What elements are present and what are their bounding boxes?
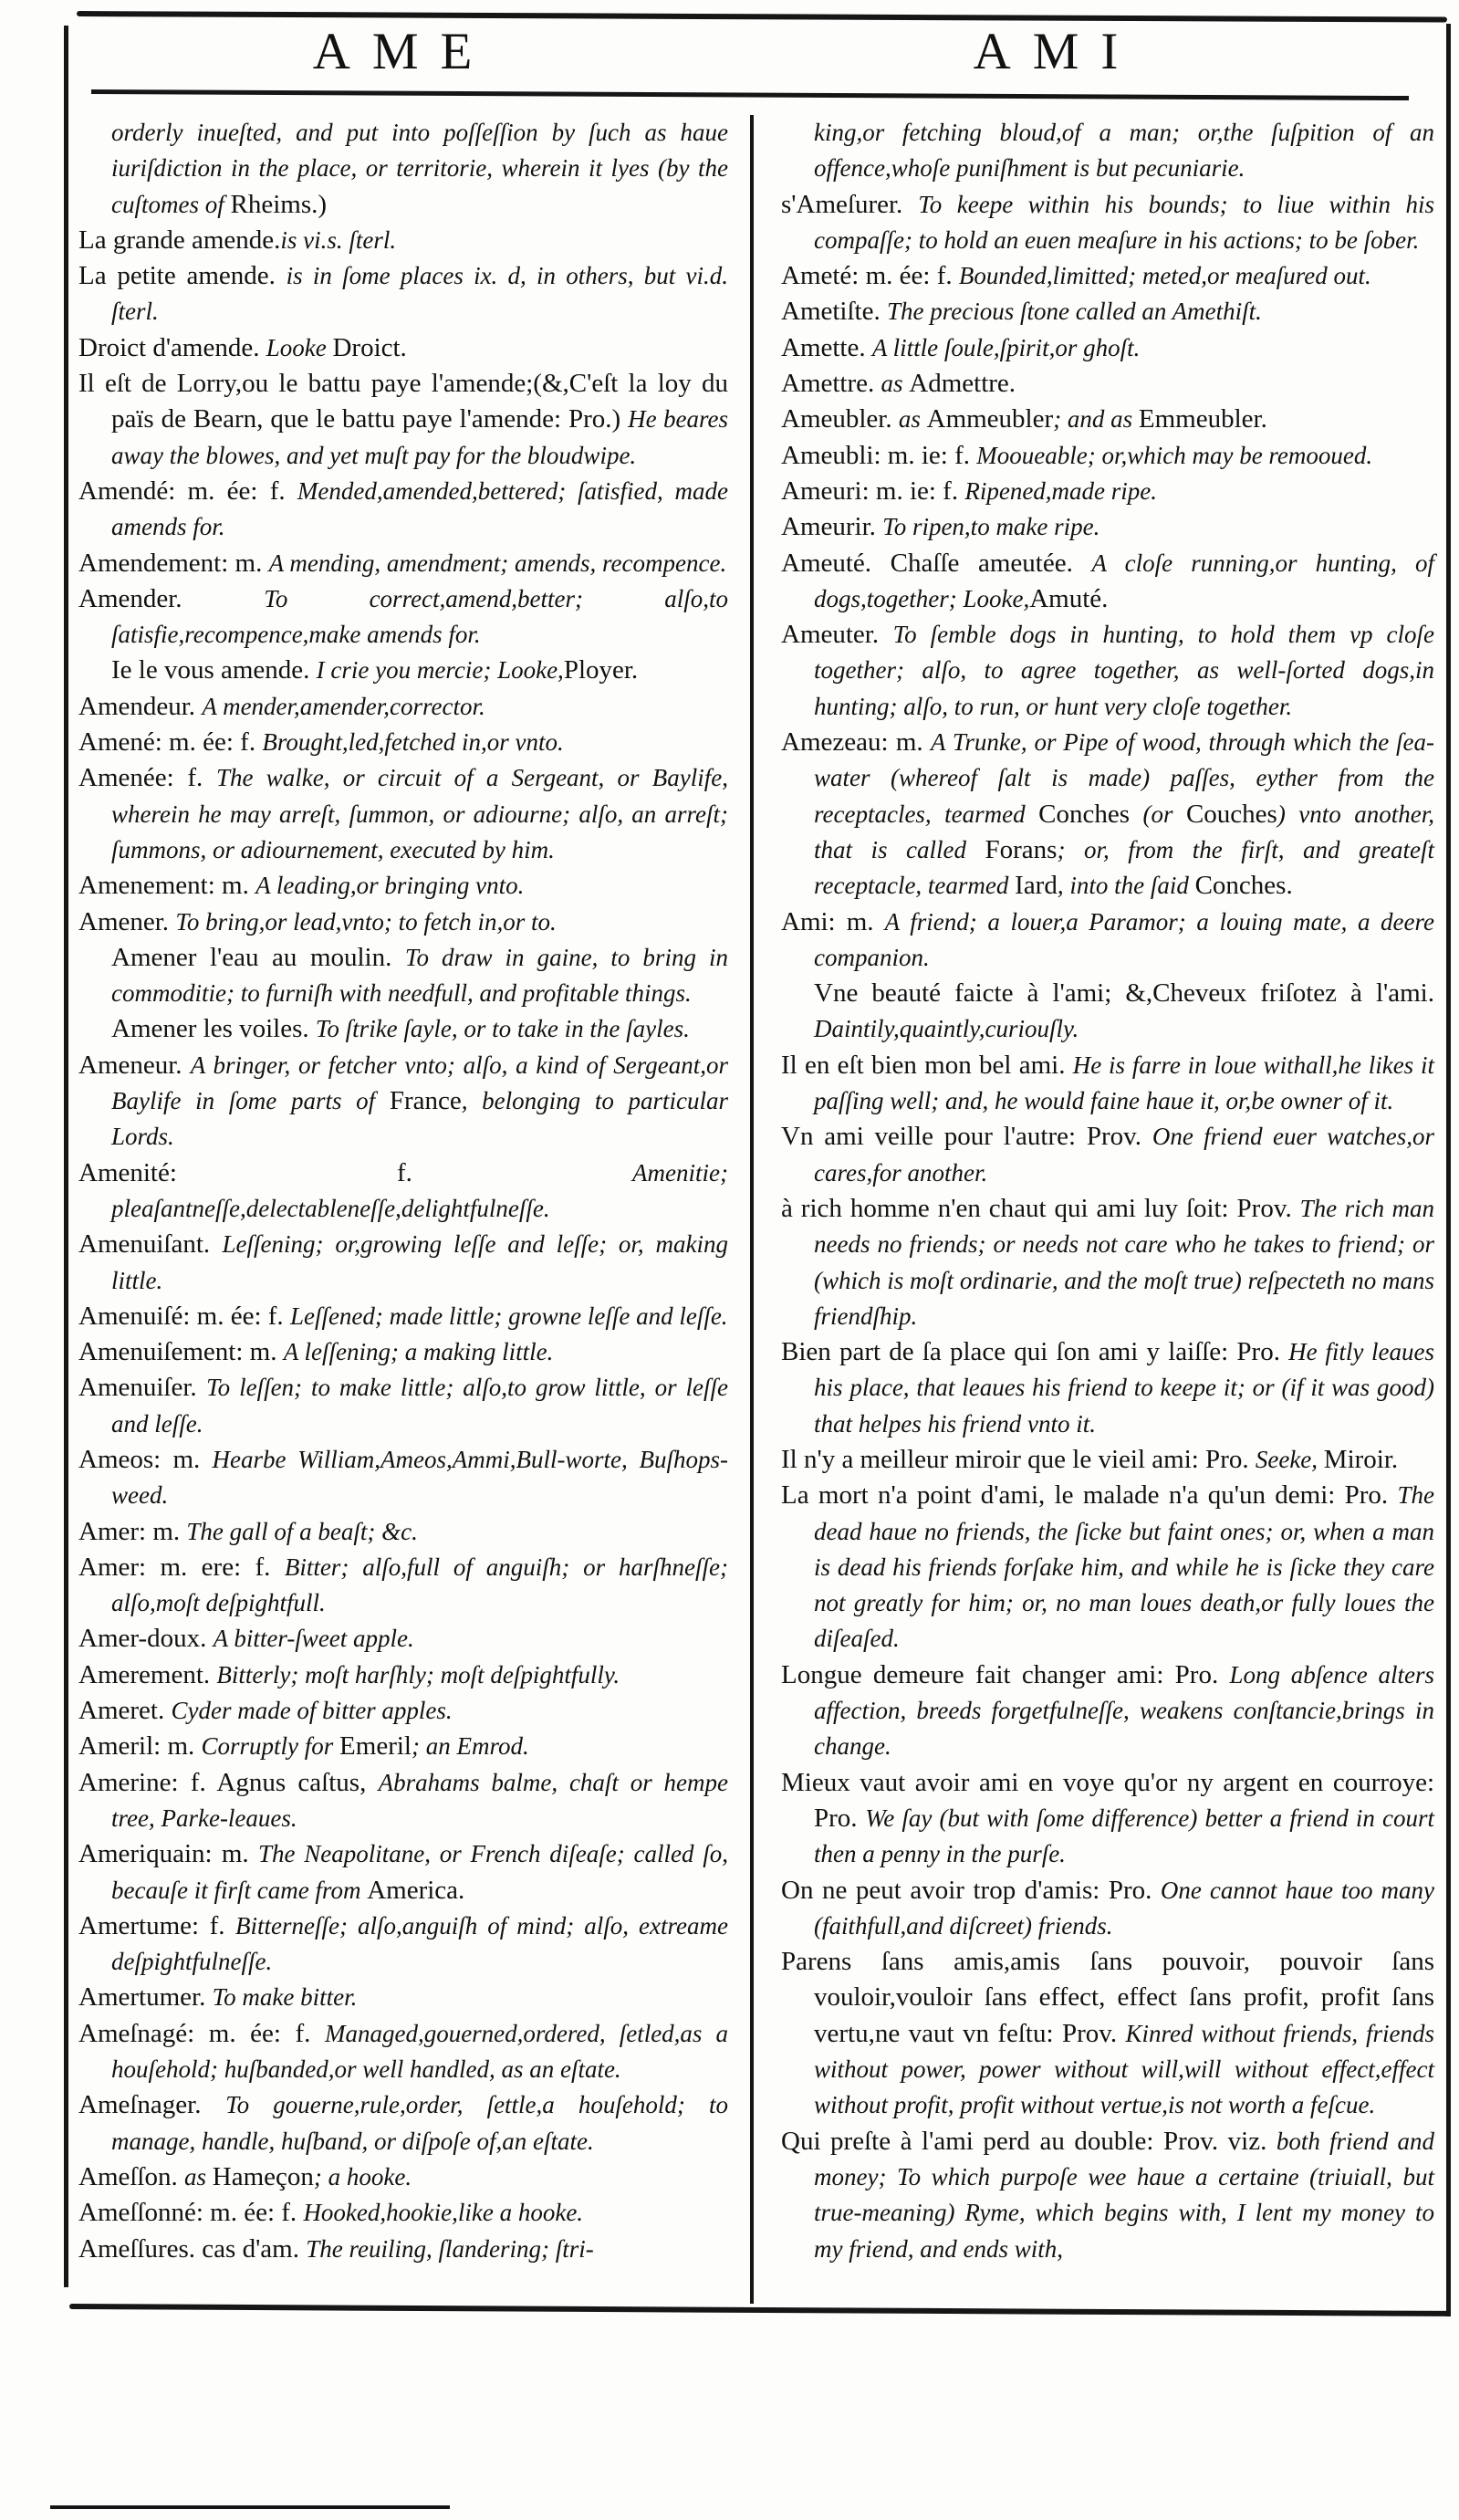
dictionary-entry: Amender. To correct,amend,better; alſo,to ſatisfie,recompence,make amends for. — [78, 583, 728, 649]
dictionary-entry: Ameneur. A bringer, or fetcher vnto; alſo, a kind of Sergeant,or Baylife in ſome parts of France, belonging to particular Lords. — [78, 1050, 728, 1151]
dictionary-entry: Amenité: f. Amenitie; pleaſantneſſe,delectableneſſe,delightfulneſſe. — [78, 1157, 728, 1222]
dictionary-entry: Parens ſans amis,amis ſans pouvoir, pouvoir ſans vouloir,vouloir ſans effect, effect ſans profit, profit ſans vertu,ne vaut vn feſtu: Prov. Kinred without friends, friends without power, power without will,will without effect,effect without profit, profit without vertue,is not worth a feſcue. — [781, 1947, 1434, 2119]
dictionary-entry: Ie le vous amende. I crie you mercie; Looke,Ployer. — [111, 655, 639, 685]
dictionary-entry: Amer: m. The gall of a beaſt; &c. — [78, 1516, 418, 1546]
column-divider-rule — [750, 115, 754, 2304]
dictionary-entry: Amener les voiles. To ſtrike ſayle, or to take in the ſayles. — [111, 1014, 690, 1044]
dictionary-entry: Mieux vaut avoir ami en voye qu'or ny argent en courroye: Pro. We ſay (but with ſome difference) better a friend in court then a penny in the purſe. — [781, 1767, 1434, 1868]
dictionary-entry: Ameubli: m. ie: f. Mooueable; or,which may be remooued. — [781, 440, 1373, 470]
dictionary-entry: Amener. To bring,or lead,vnto; to fetch in,or to. — [78, 906, 557, 936]
top-border-rule — [77, 11, 1447, 23]
dictionary-entry: Ameuté. Chaſſe ameutée. A cloſe running,or hunting, of dogs,together; Looke,Amuté. — [781, 548, 1434, 613]
dictionary-entry: Il en eſt bien mon bel ami. He is farre in loue withall,he likes it paſſing well; and, he would faine haue it, or,be owner of it. — [781, 1050, 1434, 1115]
dictionary-entry: Amenuiſé: m. ée: f. Leſſened; made little; growne leſſe and leſſe. — [78, 1301, 728, 1331]
dictionary-entry: Amendé: m. ée: f. Mended,amended,bettered; ſatisfied, made amends for. — [78, 476, 728, 541]
dictionary-entry: Amerine: f. Agnus caſtus, Abrahams balme, chaſt or hempe tree, Parke-leaues. — [78, 1767, 728, 1832]
dictionary-entry: Ameuri: m. ie: f. Ripened,made ripe. — [781, 476, 1158, 506]
dictionary-entry: Amener l'eau au moulin. To draw in gaine, to bring in commoditie; to furniſh with needfull, and profitable things. — [111, 942, 728, 1008]
running-head-right: AMI — [973, 23, 1141, 80]
dictionary-entry: Amezeau: m. A Trunke, or Pipe of wood, through which the ſea-water (whereof ſalt is made) paſſes, eyther from the receptacles, tearmed Conches (or Couches) vnto another, that is called Forans; or, from the firſt, and greateſt receptacle, tearmed Iard, into the ſaid Conches. — [781, 727, 1435, 901]
dictionary-entry: s'Ameſurer. To keepe within his bounds; to liue within his compaſſe; to hold an euen meaſure in his actions; to be ſober. — [781, 189, 1434, 254]
dictionary-entry: Amerement. Bitterly; moſt harſhly; moſt deſpightfully. — [78, 1659, 620, 1689]
dictionary-entry: Ameuter. To ſemble dogs in hunting, to hold them vp cloſe together; alſo, to agree together, as well-ſorted dogs,in hunting; alſo, to run, or hunt very cloſe together. — [781, 620, 1434, 720]
dictionary-entry: Il eſt de Lorry,ou le battu paye l'amende;(&,C'eſt la loy du païs de Bearn, que le battu paye l'amende: Pro.) He beares away the blowes, and yet muſt pay for the bloudwipe. — [78, 369, 728, 469]
running-head-left: AME — [312, 23, 495, 80]
dictionary-entry: Bien part de ſa place qui ſon ami y laiſſe: Pro. He fitly leaues his place, that leaues his friend to keepe it; or (if it was good) that helpes his friend vnto it. — [781, 1337, 1434, 1438]
dictionary-entry: Ameril: m. Corruptly for Emeril; an Emrod. — [78, 1731, 529, 1762]
dictionary-entry: On ne peut avoir trop d'amis: Pro. One cannot haue too many (faithfull,and diſcreet) friends. — [781, 1875, 1434, 1940]
dictionary-entry: Amertumer. To make bitter. — [78, 1982, 358, 2013]
dictionary-entry: Ameos: m. Hearbe William,Ameos,Ammi,Bull-worte, Buſhops-weed. — [78, 1444, 728, 1510]
dictionary-entry: Il n'y a meilleur miroir que le vieil ami: Pro. Seeke, Miroir. — [781, 1444, 1399, 1474]
dictionary-entry: Vn ami veille pour l'autre: Prov. One friend euer watches,or cares,for another. — [781, 1122, 1435, 1187]
dictionary-entry: Ametiſte. The precious ſtone called an Amethiſt. — [781, 297, 1262, 327]
dictionary-entry: Amertume: f. Bitterneſſe; alſo,anguiſh of mind; alſo, extreame deſpightfulneſſe. — [78, 1910, 728, 1976]
dictionary-entry: Ameret. Cyder made of bitter apples. — [78, 1696, 453, 1726]
dictionary-entry: Amette. A little ſoule,ſpirit,or ghoſt. — [781, 332, 1141, 362]
dictionary-entry: Qui preſte à l'ami perd au double: Prov. viz. both friend and money; To which purpoſe wee haue a certaine (triuiall, but true-meaning) Ryme, which begins with, I lent my money to my friend, and ends with, — [781, 2126, 1434, 2263]
dictionary-entry: La petite amende. is in ſome places ix. d, in others, but vi.d. ſterl. — [78, 261, 728, 326]
dictionary-entry: Longue demeure fait changer ami: Pro. Long abſence alters affection, breeds forgetfulneſſe, weakens conſtancie,brings in change. — [781, 1659, 1434, 1761]
dictionary-entry: Amenée: f. The walke, or circuit of a Sergeant, or Baylife, wherein he may arreſt, ſummon, or adiourne; alſo, an arreſt; ſummons, or adiournement, executed by him. — [78, 763, 728, 863]
dictionary-entry: Amendeur. A mender,amender,corrector. — [78, 691, 485, 721]
dictionary-entry: Ameubler. as Ammeubler; and as Emmeubler. — [781, 404, 1267, 434]
dictionary-entry: Amenuiſer. To leſſen; to make little; alſo,to grow little, or leſſe and leſſe. — [78, 1373, 728, 1438]
dictionary-entry: Droict d'amende. Looke Droict. — [78, 332, 407, 362]
dictionary-entry: à rich homme n'en chaut qui ami luy ſoit: Prov. The rich man needs no friends; or needs not care who he takes to friend; or (which is moſt ordinarie, and the moſt true) reſpecteth no mans friendſhip. — [781, 1193, 1434, 1330]
dictionary-entry: Amené: m. ée: f. Brought,led,fetched in,or vnto. — [78, 727, 564, 758]
dictionary-entry: Ameſſon. as Hameçon; a hooke. — [78, 2161, 412, 2191]
dictionary-entry: orderly inueſted, and put into poſſeſſion by ſuch as haue iuriſdiction in the place, or territorie, wherein it lyes (by the cuſtomes of Rheims.) — [111, 119, 728, 219]
dictionary-entry: king,or fetching bloud,of a man; or,the ſuſpition of an offence,whoſe puniſhment is but pecuniarie. — [814, 119, 1434, 183]
left-column — [78, 117, 728, 2269]
right-border-rule — [1446, 24, 1451, 2316]
dictionary-entry: Ameſſures. cas d'am. The reuiling, ſlandering; ſtri- — [78, 2233, 594, 2264]
dictionary-entry: Ameſnagé: m. ée: f. Managed,gouerned,ordered, ſetled,as a houſehold; huſbanded,or well handled, as an eſtate. — [78, 2018, 728, 2084]
dictionary-entry: Vne beauté faicte à l'ami; &,Cheveux friſotez à l'ami. Daintily,quaintly,curiouſly. — [814, 978, 1434, 1043]
dictionary-entry: Amenuiſement: m. A leſſening; a making little. — [78, 1337, 554, 1367]
dictionary-entry: Amenuiſant. Leſſening; or,growing leſſe and leſſe; or, making little. — [78, 1229, 728, 1294]
scan-artifact-line — [50, 2505, 450, 2509]
bottom-border-rule — [69, 2304, 1449, 2316]
dictionary-entry: Amer-doux. A bitter-ſweet apple. — [78, 1624, 414, 1654]
left-border-rule — [64, 26, 68, 2287]
dictionary-entry: Ameriquain: m. The Neapolitane, or French diſeaſe; called ſo, becauſe it firſt came from America. — [78, 1839, 728, 1905]
dictionary-entry: Amer: m. ere: f. Bitter; alſo,full of anguiſh; or harſhneſſe; alſo,moſt deſpightfull. — [78, 1552, 728, 1617]
dictionary-entry: La mort n'a point d'ami, le malade n'a qu'un demi: Pro. The dead haue no friends, the ſicke but faint ones; or, when a man is dead his friends forſake him, and while he is ſicke they care not greatly for him; or, no man loues death,or fully loues the diſeaſed. — [781, 1480, 1434, 1653]
right-column — [781, 117, 1434, 2269]
dictionary-entry: La grande amende.is vi.s. ſterl. — [78, 225, 397, 255]
dictionary-entry: Ameté: m. ée: f. Bounded,limitted; meted,or meaſured out. — [781, 261, 1371, 291]
dictionary-entry: Ameſſonné: m. ée: f. Hooked,hookie,like a hooke. — [78, 2198, 584, 2228]
dictionary-entry: Amenement: m. A leading,or bringing vnto. — [78, 871, 525, 901]
dictionary-entry: Ami: m. A friend; a louer,a Paramor; a louing mate, a deere companion. — [781, 906, 1435, 971]
dictionary-entry: Amendement: m. A mending, amendment; amends, recompence. — [78, 548, 727, 578]
dictionary-entry: Amettre. as Admettre. — [781, 369, 1016, 399]
dictionary-entry: Ameſnager. To gouerne,rule,order, ſettle,a houſehold; to manage, handle, huſband, or diſpoſe of,an eſtate. — [78, 2090, 728, 2155]
dictionary-entry: Ameurir. To ripen,to make ripe. — [781, 512, 1100, 542]
header-rule — [91, 89, 1409, 100]
